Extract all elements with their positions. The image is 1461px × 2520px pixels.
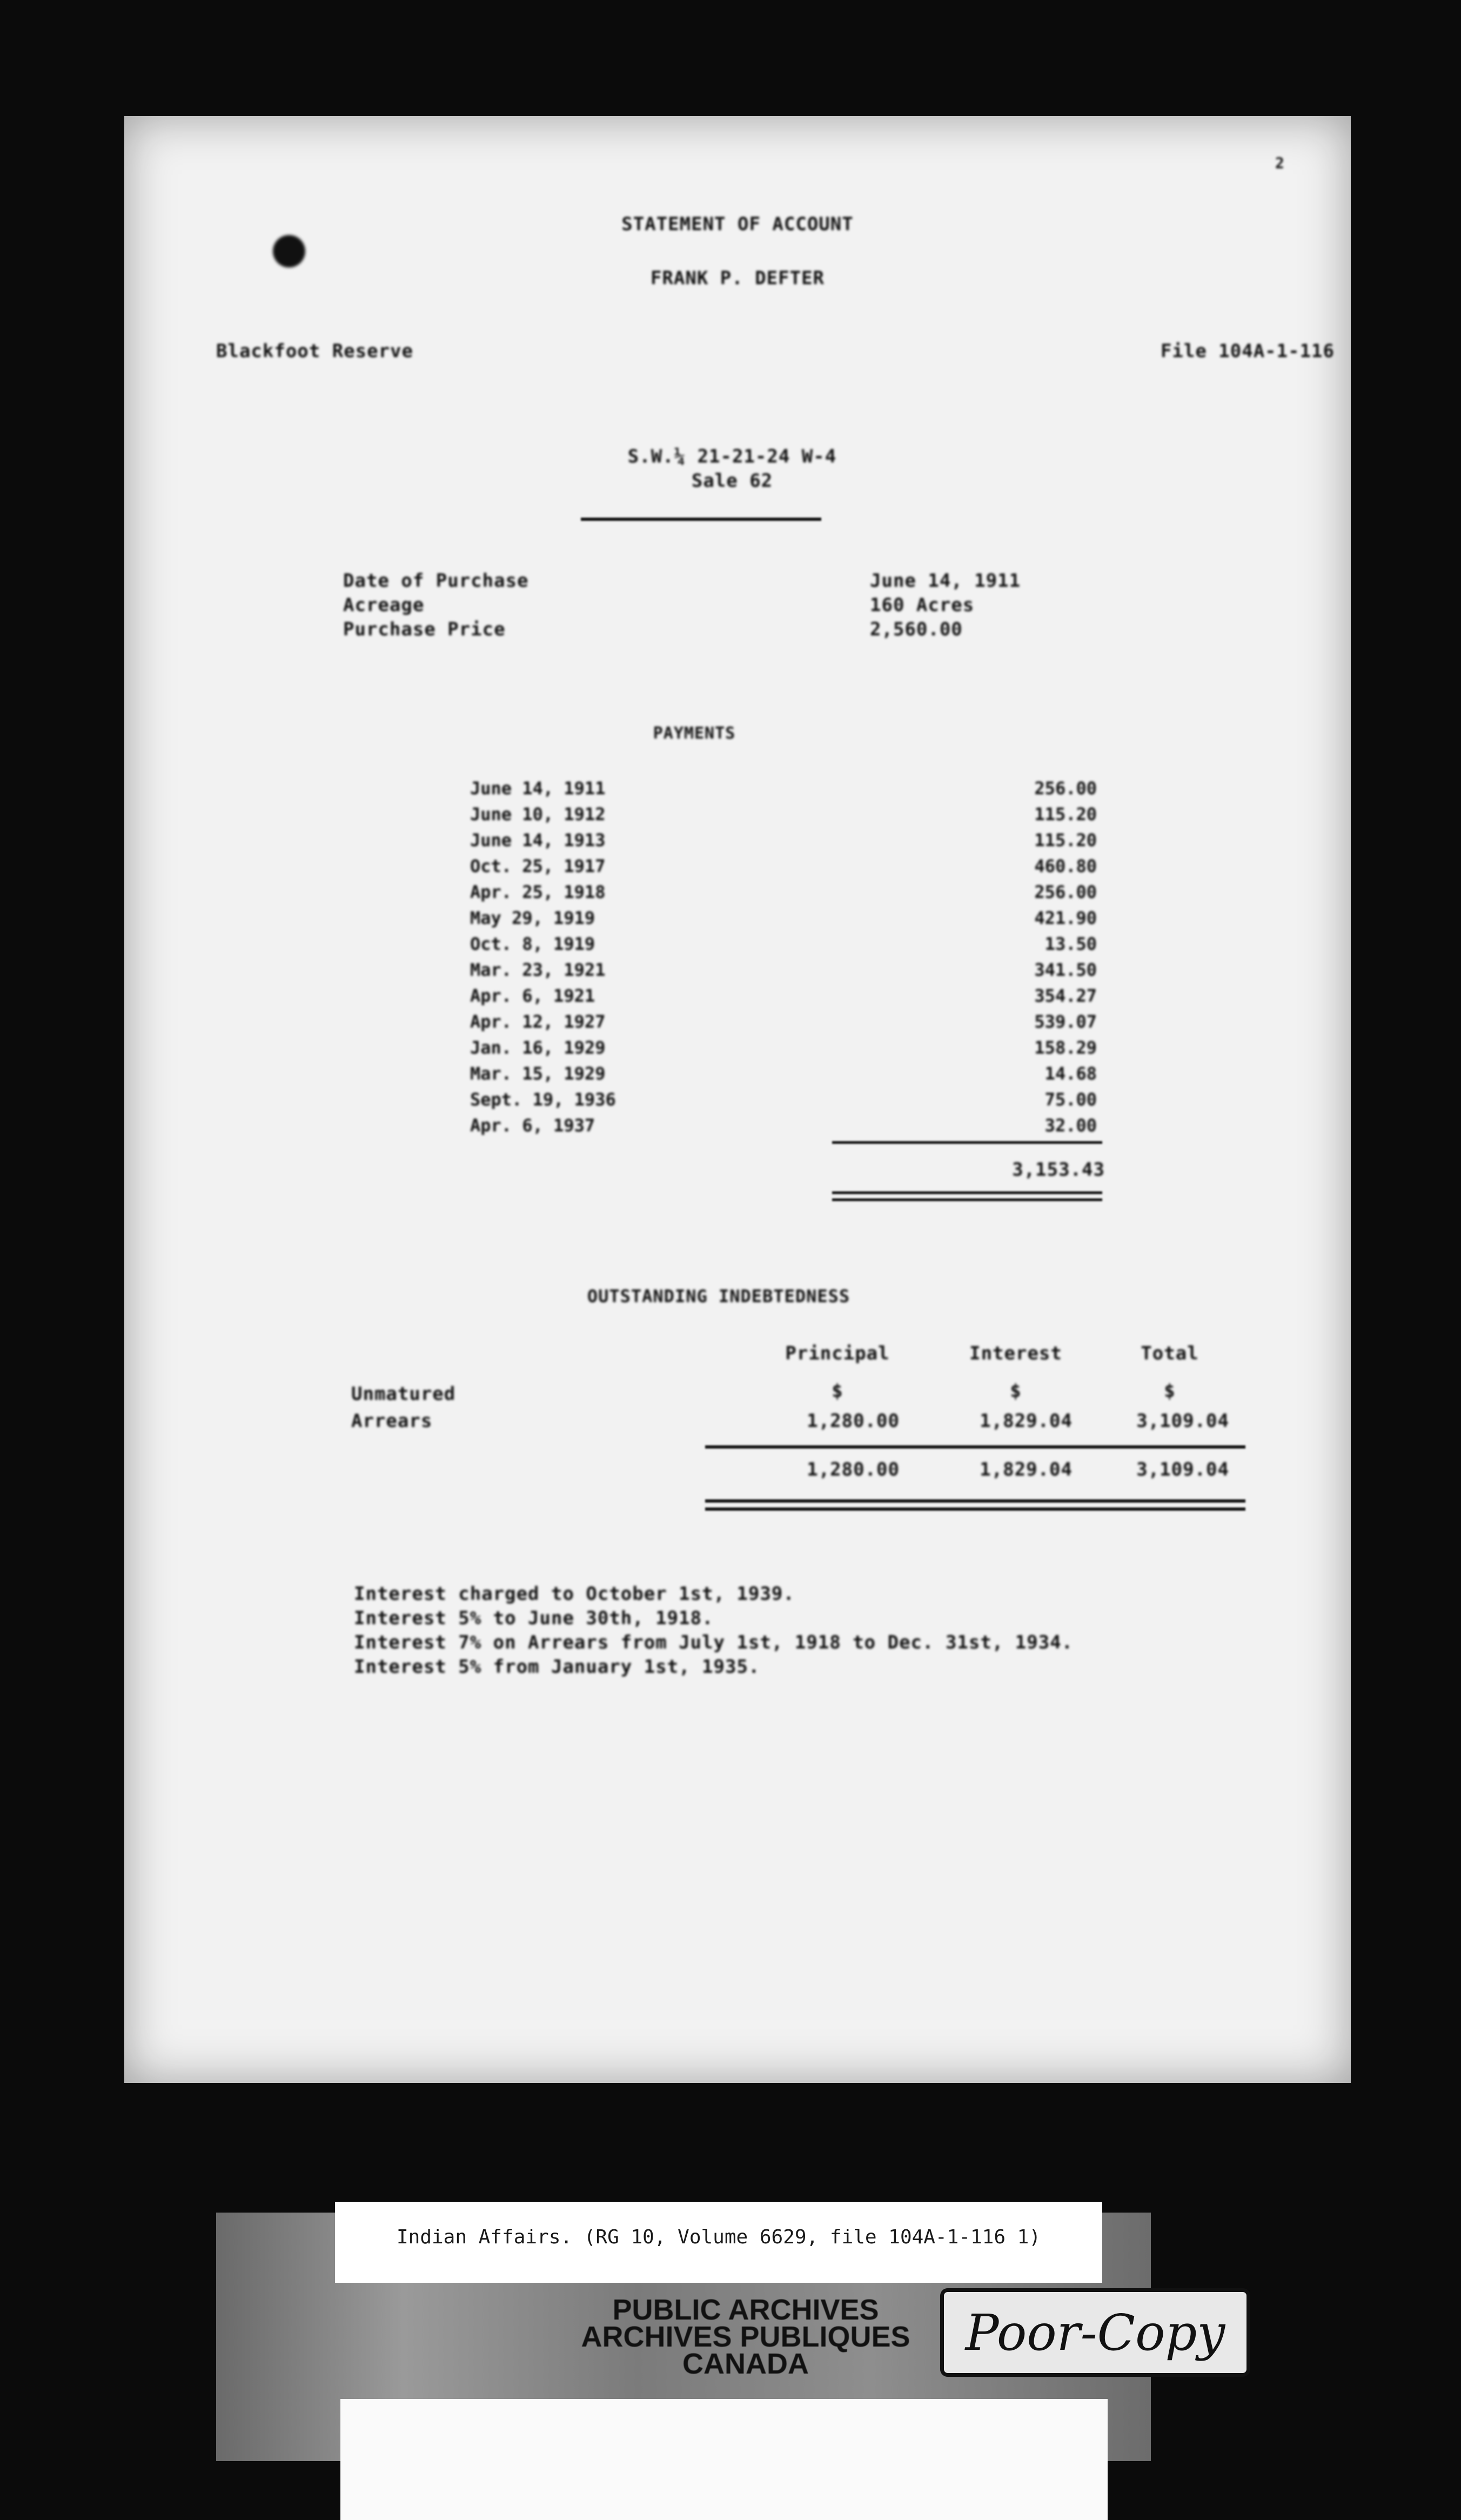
archives-stamp-text: [540, 2294, 951, 2380]
payment-date: Jan. 16, 1929: [470, 1037, 606, 1058]
payment-amount: 539.07: [1034, 1011, 1097, 1032]
purchase-price-value: 2,560.00: [870, 619, 963, 640]
payment-date: May 29, 1919: [470, 908, 595, 928]
archive-label: [335, 2202, 1102, 2283]
payment-date: June 10, 1912: [470, 804, 606, 825]
column-interest: Interest: [969, 1343, 1062, 1364]
payments-total-double-rule: [832, 1191, 1102, 1194]
payment-amount: 115.20: [1034, 830, 1097, 850]
payment-amount: 75.00: [1044, 1089, 1097, 1110]
outstanding-heading: OUTSTANDING INDEBTEDNESS: [587, 1286, 850, 1306]
account-holder: FRANK P. DEFTER: [650, 267, 825, 289]
purchase-date-label: Date of Purchase: [343, 570, 529, 592]
document-page: [124, 116, 1351, 2083]
arrears-total: 3,109.04: [1136, 1410, 1229, 1432]
payment-date: Sept. 19, 1936: [470, 1089, 616, 1110]
payment-amount: 460.80: [1034, 856, 1097, 876]
archive-reference: Indian Affairs. (RG 10, Volume 6629, file 104A-1-116 1): [396, 2226, 1041, 2248]
payment-date: Mar. 15, 1929: [470, 1063, 606, 1084]
payment-date: Apr. 12, 1927: [470, 1011, 606, 1032]
payment-date: June 14, 1913: [470, 830, 606, 850]
row-label-arrears: Arrears: [351, 1410, 433, 1432]
indebtedness-double-rule: [705, 1499, 1245, 1503]
page-number: 2: [1275, 154, 1285, 172]
currency-symbol: $: [832, 1380, 843, 1402]
title-underline: [581, 518, 821, 521]
note-line: Interest 5% to June 30th, 1918.: [354, 1607, 714, 1629]
payment-amount: 341.50: [1034, 960, 1097, 980]
payments-heading: PAYMENTS: [653, 724, 736, 743]
total-interest: 1,829.04: [980, 1459, 1073, 1480]
reserve-name: Blackfoot Reserve: [216, 340, 413, 362]
payment-amount: 256.00: [1034, 778, 1097, 799]
acreage-label: Acreage: [343, 594, 425, 616]
payment-amount: 256.00: [1034, 882, 1097, 902]
payment-amount: 354.27: [1034, 986, 1097, 1006]
payment-date: Mar. 23, 1921: [470, 960, 606, 980]
payment-date: June 14, 1911: [470, 778, 606, 799]
grand-total: 3,109.04: [1136, 1459, 1229, 1480]
payment-amount: 421.90: [1034, 908, 1097, 928]
payments-total: 3,153.43: [1012, 1159, 1105, 1181]
payment-amount: 115.20: [1034, 804, 1097, 825]
payment-amount: 32.00: [1044, 1115, 1097, 1136]
stamp-text: Poor-Copy: [965, 2304, 1225, 2362]
payment-date: Oct. 8, 1919: [470, 934, 595, 954]
acreage-value: 160 Acres: [870, 594, 975, 616]
file-number: File 104A-1-116: [1160, 340, 1335, 362]
currency-symbol: $: [1010, 1380, 1022, 1402]
parcel-description: S.W.¼ 21-21-24 W-4: [627, 446, 837, 467]
payment-date: Apr. 6, 1921: [470, 986, 595, 1006]
payment-date: Apr. 6, 1937: [470, 1115, 595, 1136]
payment-date: Oct. 25, 1917: [470, 856, 606, 876]
indebtedness-double-rule: [705, 1507, 1245, 1511]
ink-blot: [273, 235, 305, 267]
arrears-principal: 1,280.00: [807, 1410, 900, 1432]
note-line: Interest 7% on Arrears from July 1st, 1918 to Dec. 31st, 1934.: [354, 1632, 1074, 1653]
payment-date: Apr. 25, 1918: [470, 882, 606, 902]
column-total: Total: [1141, 1343, 1199, 1364]
payment-amount: 158.29: [1034, 1037, 1097, 1058]
blank-card: [340, 2399, 1108, 2520]
archives-line: CANADA: [682, 2348, 809, 2380]
note-line: Interest 5% from January 1st, 1935.: [354, 1656, 760, 1678]
archives-line: ARCHIVES PUBLIQUES: [581, 2321, 910, 2353]
payment-amount: 13.50: [1044, 934, 1097, 954]
indebtedness-rule: [705, 1445, 1245, 1449]
sale-number: Sale 62: [691, 470, 773, 492]
archives-line: PUBLIC ARCHIVES: [612, 2294, 879, 2326]
arrears-interest: 1,829.04: [980, 1410, 1073, 1432]
doc-title: STATEMENT OF ACCOUNT: [621, 213, 854, 235]
payments-sum-rule: [832, 1141, 1102, 1144]
column-principal: Principal: [785, 1343, 890, 1364]
total-principal: 1,280.00: [807, 1459, 900, 1480]
row-label-unmatured: Unmatured: [351, 1383, 456, 1405]
currency-symbol: $: [1164, 1380, 1176, 1402]
payments-total-double-rule: [832, 1198, 1102, 1201]
payment-amount: 14.68: [1044, 1063, 1097, 1084]
purchase-price-label: Purchase Price: [343, 619, 506, 640]
note-line: Interest charged to October 1st, 1939.: [354, 1583, 795, 1605]
purchase-date-value: June 14, 1911: [870, 570, 1021, 592]
poor-copy-stamp: [940, 2288, 1250, 2377]
